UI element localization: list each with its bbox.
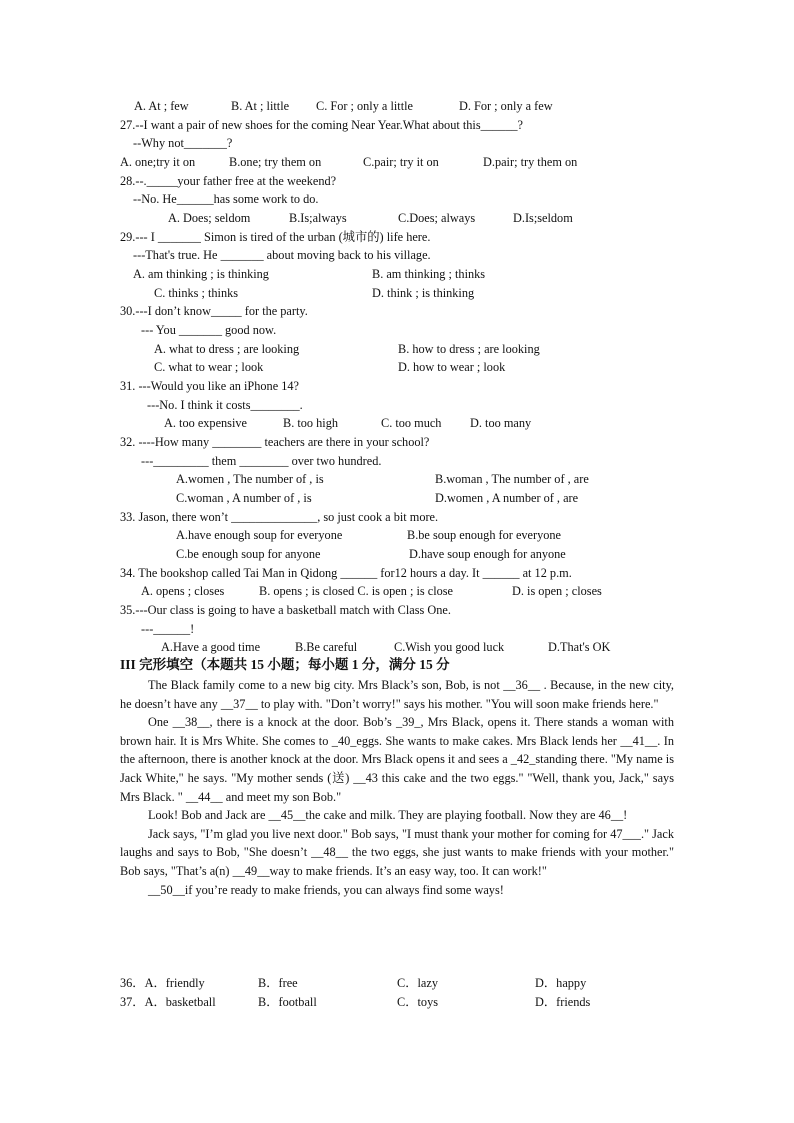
section-title-cloze: III 完形填空（本题共 15 小题；每小题 1 分，满分 15 分 <box>120 657 450 672</box>
q27-line2: --Why not_______? <box>133 136 233 150</box>
q31-line2: ---No. I think it costs________. <box>147 398 303 412</box>
q36-option-a: 36．A．friendly <box>120 976 205 990</box>
q32-option-c: C.woman , A number of , is <box>176 491 312 505</box>
passage-paragraph-5: __50__if you’re ready to make friends, you can always find some ways! <box>148 882 504 897</box>
q34-option-a: A. opens ; closes <box>141 584 225 598</box>
q29-option-a: A. am thinking ; is thinking <box>133 267 269 281</box>
q35-option-d: D.That's OK <box>548 640 611 654</box>
q30-line1: 30.---I don’t know_____ for the party. <box>120 304 308 318</box>
q35-line2: ---______! <box>141 622 195 636</box>
passage-paragraph-1: The Black family come to a new big city. Mrs Black’s son, Bob, is not __36__ . Because, in the new city, he doesn’t have any __37__ to play with. "Don’t worry!" says his mother. "You will soon make friends here." <box>120 678 674 711</box>
q29-line1: 29.--- I _______ Simon is tired of the urban (城市的) life here. <box>120 230 431 244</box>
q26-option-b: B. At ; little <box>231 99 290 113</box>
q31-option-c: C. too much <box>381 416 442 430</box>
q32-option-b: B.woman , The number of , are <box>435 472 589 486</box>
q28-option-b: B.Is;always <box>289 211 347 225</box>
cloze-passage <box>120 676 674 899</box>
q34-line1: 34. The bookshop called Tai Man in Qidong ______ for12 hours a day. It ______ at 12 p.m. <box>120 566 572 580</box>
q36-option-c: C．lazy <box>397 976 438 990</box>
q33-option-a: A.have enough soup for everyone <box>176 528 343 542</box>
passage-paragraph-4: Jack says, "I’m glad you live next door." Bob says, "I must thank your mother for coming for 47___." Jack laughs and says to Bob, "She doesn’t __48__ the two eggs, she just wants to make friends with your mother." Bob says, "That’s a(n) __49__way to make friends. It’s an easy way, too. It can work!" <box>120 826 674 878</box>
q34-option-d: D. is open ; closes <box>512 584 602 598</box>
q31-option-d: D. too many <box>470 416 532 430</box>
q35-option-c: C.Wish you good luck <box>394 640 505 654</box>
q30-option-c: C. what to wear ; look <box>154 360 264 374</box>
q29-option-c: C. thinks ; thinks <box>154 286 239 300</box>
q26-option-d: D. For ; only a few <box>459 99 553 113</box>
q27-line1: 27.--I want a pair of new shoes for the coming Near Year.What about this______? <box>120 118 523 132</box>
q37-option-d: D．friends <box>535 995 591 1009</box>
q37-option-a: 37．A．basketball <box>120 995 216 1009</box>
q33-option-c: C.be enough soup for anyone <box>176 547 321 561</box>
passage-paragraph-3: Look! Bob and Jack are __45__the cake and milk. They are playing football. Now they are 46__! <box>148 808 628 823</box>
q30-option-b: B. how to dress ; are looking <box>398 342 540 356</box>
q35-line1: 35.---Our class is going to have a basketball match with Class One. <box>120 603 451 617</box>
q36-option-b: B．free <box>258 976 298 990</box>
q34-option-bc: B. opens ; is closed C. is open ; is close <box>259 584 454 598</box>
q37-option-c: C．toys <box>397 995 438 1009</box>
q32-option-a: A.women , The number of , is <box>176 472 324 486</box>
q31-line1: 31. ---Would you like an iPhone 14? <box>120 379 299 393</box>
q27-option-a: A. one;try it on <box>120 155 196 169</box>
q31-option-b: B. too high <box>283 416 338 430</box>
passage-paragraph-2: One __38__, there is a knock at the door. Bob’s _39_, Mrs Black, opens it. There stands a woman with brown hair. It is Mrs White. She comes to _40_eggs. She wants to make cakes. Mrs Black lends her __41__. In the afternoon, there is another knock at the door. Mrs Black opens it and sees a _42_standing there. "My name is Jack White," he says. "My mother sends (送) __43 this cake and the two eggs." "Well, thank you, Jack," says Mrs Black. " __44__ and meet my son Bob." <box>120 715 674 804</box>
q27-option-c: C.pair; try it on <box>363 155 439 169</box>
q28-option-d: D.Is;seldom <box>513 211 573 225</box>
q27-option-d: D.pair; try them on <box>483 155 578 169</box>
q32-option-d: D.women , A number of , are <box>435 491 579 505</box>
q33-option-b: B.be soup enough for everyone <box>407 528 562 542</box>
q35-option-b: B.Be careful <box>295 640 358 654</box>
q28-line1: 28.--._____your father free at the weekend? <box>120 174 337 188</box>
q30-option-d: D. how to wear ; look <box>398 360 506 374</box>
q26-option-c: C. For ; only a little <box>316 99 414 113</box>
q29-line2: ---That's true. He _______ about moving back to his village. <box>133 248 431 262</box>
q30-option-a: A. what to dress ; are looking <box>154 342 300 356</box>
q28-line2: --No. He______has some work to do. <box>133 192 319 206</box>
q32-line2: ---_________ them ________ over two hundred. <box>141 454 382 468</box>
q31-option-a: A. too expensive <box>164 416 247 430</box>
q36-option-d: D．happy <box>535 976 587 990</box>
q33-line1: 33. Jason, there won’t ______________, so just cook a bit more. <box>120 510 439 524</box>
q28-option-a: A. Does; seldom <box>168 211 251 225</box>
q35-option-a: A.Have a good time <box>161 640 261 654</box>
q29-option-b: B. am thinking ; thinks <box>372 267 486 281</box>
q27-option-b: B.one; try them on <box>229 155 322 169</box>
q29-option-d: D. think ; is thinking <box>372 286 475 300</box>
q28-option-c: C.Does; always <box>398 211 476 225</box>
q37-option-b: B．football <box>258 995 317 1009</box>
q33-option-d: D.have soup enough for anyone <box>409 547 566 561</box>
q30-line2: --- You _______ good now. <box>141 323 277 337</box>
q26-option-a: A. At ; few <box>134 99 189 113</box>
q32-line1: 32. ----How many ________ teachers are there in your school? <box>120 435 430 449</box>
